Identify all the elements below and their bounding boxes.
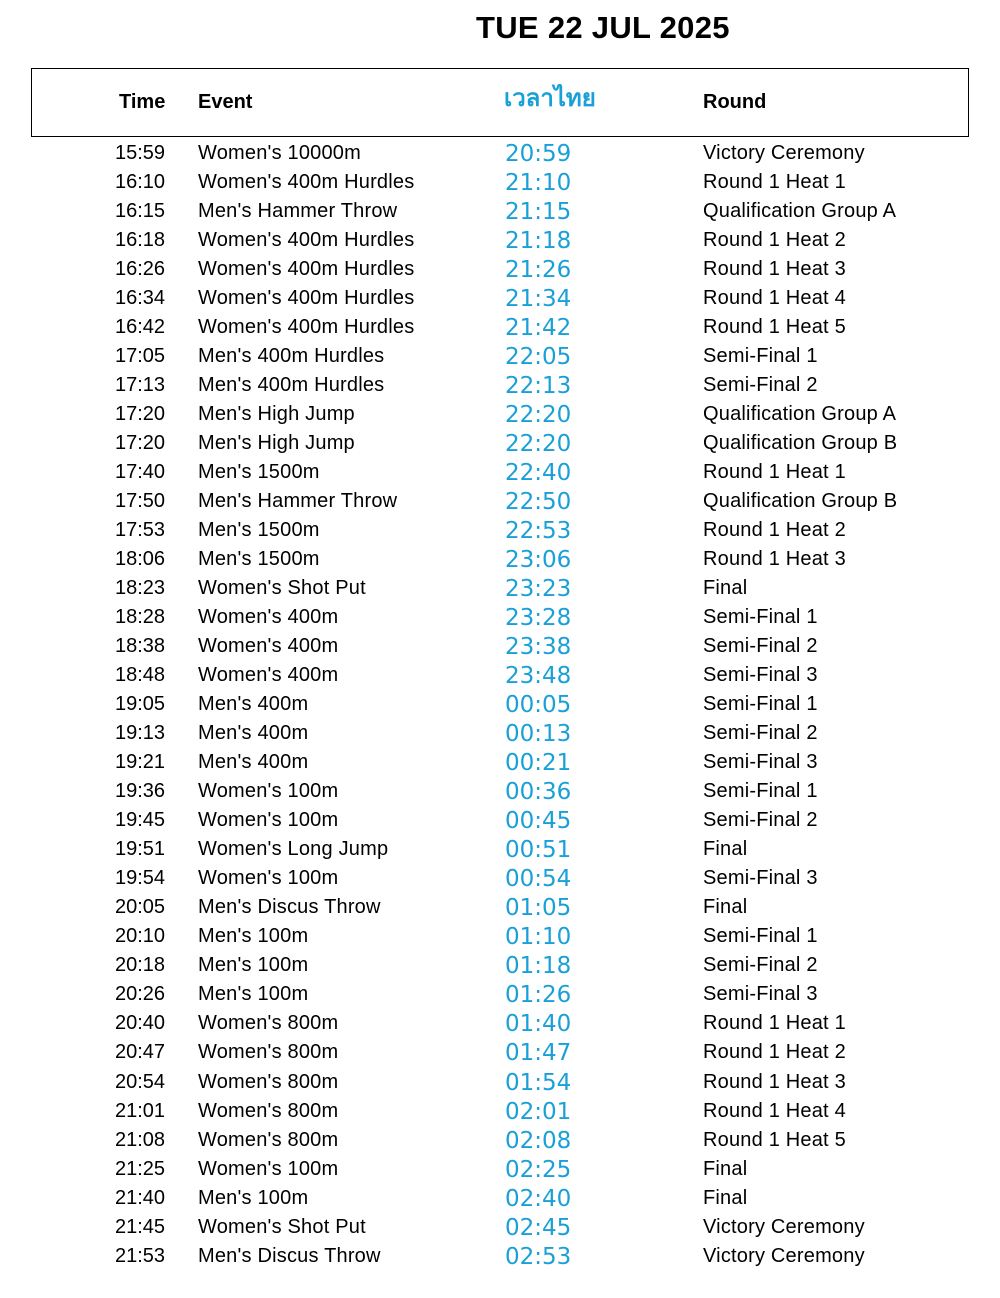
row-time: 16:10 (115, 171, 166, 194)
row-round: Victory Ceremony (703, 142, 865, 164)
row-event: Women's 800m (198, 1099, 339, 1122)
row-thai-time: 22:53 (505, 518, 572, 545)
row-event: Women's Long Jump (198, 838, 389, 861)
column-header-box (31, 68, 969, 137)
row-round: Round 1 Heat 1 (703, 461, 846, 484)
row-time: 21:25 (115, 1157, 166, 1180)
row-thai-time: 02:08 (505, 1127, 572, 1154)
table-row (0, 1155, 1000, 1184)
row-round: Round 1 Heat 3 (703, 258, 846, 281)
row-round: Semi-Final 3 (703, 983, 818, 1006)
table-row (0, 1126, 1000, 1155)
row-time: 17:20 (115, 432, 166, 455)
row-thai-time: 01:47 (505, 1040, 572, 1067)
row-time: 18:48 (115, 664, 166, 687)
table-row (0, 661, 1000, 690)
column-header-event: Event (198, 91, 253, 113)
row-time: 17:20 (115, 403, 166, 426)
row-time: 16:18 (115, 229, 166, 252)
table-row (0, 690, 1000, 719)
row-round: Round 1 Heat 1 (703, 171, 846, 194)
row-round: Round 1 Heat 3 (703, 1070, 846, 1093)
row-event: Women's 800m (198, 1012, 339, 1035)
row-round: Semi-Final 3 (703, 751, 818, 774)
row-event: Women's 800m (198, 1041, 339, 1064)
row-event: Men's 100m (198, 983, 309, 1006)
row-round: Semi-Final 2 (703, 374, 818, 397)
row-event: Men's 100m (198, 925, 309, 948)
row-time: 15:59 (115, 142, 166, 164)
row-event: Women's 100m (198, 809, 339, 832)
row-thai-time: 00:51 (505, 837, 572, 864)
row-round: Round 1 Heat 4 (703, 1099, 846, 1122)
row-thai-time: 02:01 (505, 1098, 572, 1125)
table-row (0, 1213, 1000, 1242)
table-row (0, 1038, 1000, 1067)
row-event: Women's 400m Hurdles (198, 171, 415, 194)
row-time: 20:47 (115, 1041, 166, 1064)
row-round: Final (703, 896, 748, 919)
row-round: Round 1 Heat 5 (703, 316, 846, 339)
row-event: Women's 100m (198, 867, 339, 890)
row-round: Round 1 Heat 1 (703, 1012, 846, 1035)
table-row (0, 516, 1000, 545)
row-round: Semi-Final 2 (703, 635, 818, 658)
row-event: Men's 1500m (198, 548, 320, 571)
row-round: Qualification Group B (703, 490, 898, 513)
row-time: 16:42 (115, 316, 166, 339)
table-row (0, 197, 1000, 226)
table-row (0, 429, 1000, 458)
row-time: 20:10 (115, 925, 166, 948)
row-thai-time: 02:40 (505, 1185, 572, 1212)
row-thai-time: 20:59 (505, 141, 572, 167)
row-round: Round 1 Heat 4 (703, 287, 846, 310)
row-thai-time: 21:34 (505, 286, 572, 313)
row-thai-time: 23:06 (505, 547, 572, 574)
row-round: Semi-Final 1 (703, 345, 818, 368)
row-round: Qualification Group B (703, 432, 898, 455)
table-row (0, 1184, 1000, 1213)
row-thai-time: 21:26 (505, 257, 572, 284)
row-thai-time: 01:18 (505, 953, 572, 980)
row-event: Men's 1500m (198, 461, 320, 484)
table-row (0, 458, 1000, 487)
table-row (0, 226, 1000, 255)
row-round: Final (703, 577, 748, 600)
row-round: Semi-Final 2 (703, 722, 818, 745)
row-time: 19:36 (115, 780, 166, 803)
row-event: Women's 800m (198, 1128, 339, 1151)
table-row (0, 1097, 1000, 1126)
page-date-title: TUE 22 JUL 2025 (476, 10, 730, 45)
table-row (0, 545, 1000, 574)
row-event: Men's 400m Hurdles (198, 345, 385, 368)
table-row (0, 1068, 1000, 1097)
row-round: Victory Ceremony (703, 1244, 865, 1267)
row-thai-time: 00:13 (505, 721, 572, 748)
table-row (0, 255, 1000, 284)
row-round: Round 1 Heat 3 (703, 548, 846, 571)
row-thai-time: 22:05 (505, 344, 572, 371)
table-row (0, 632, 1000, 661)
row-event: Men's 400m (198, 722, 309, 745)
table-row (0, 371, 1000, 400)
row-round: Semi-Final 2 (703, 809, 818, 832)
row-time: 16:15 (115, 200, 166, 223)
row-thai-time: 22:40 (505, 460, 572, 487)
row-round: Semi-Final 3 (703, 867, 818, 890)
row-time: 19:21 (115, 751, 166, 774)
row-time: 18:06 (115, 548, 166, 571)
row-thai-time: 02:25 (505, 1156, 572, 1183)
row-thai-time: 22:20 (505, 431, 572, 458)
row-thai-time: 02:53 (505, 1243, 572, 1270)
table-row (0, 864, 1000, 893)
row-event: Men's Hammer Throw (198, 200, 398, 223)
row-event: Women's 400m Hurdles (198, 287, 415, 310)
row-thai-time: 01:10 (505, 924, 572, 951)
row-time: 18:38 (115, 635, 166, 658)
row-time: 18:23 (115, 577, 166, 600)
row-event: Women's 400m (198, 606, 339, 629)
row-event: Women's Shot Put (198, 1215, 366, 1238)
row-event: Women's Shot Put (198, 577, 366, 600)
row-event: Women's 100m (198, 780, 339, 803)
row-event: Women's 800m (198, 1070, 339, 1093)
row-thai-time: 21:18 (505, 228, 572, 255)
row-round: Round 1 Heat 2 (703, 1041, 846, 1064)
row-time: 16:26 (115, 258, 166, 281)
row-round: Semi-Final 2 (703, 954, 818, 977)
column-header-thai-time: เวลาไทย (504, 85, 596, 112)
row-time: 20:40 (115, 1012, 166, 1035)
row-event: Women's 100m (198, 1157, 339, 1180)
row-thai-time: 00:54 (505, 866, 572, 893)
row-time: 21:08 (115, 1128, 166, 1151)
table-row (0, 806, 1000, 835)
row-time: 19:51 (115, 838, 166, 861)
table-row (0, 980, 1000, 1009)
row-time: 19:05 (115, 693, 166, 716)
row-event: Men's High Jump (198, 432, 355, 455)
row-event: Men's 100m (198, 954, 309, 977)
row-event: Women's 10000m (198, 142, 361, 164)
row-thai-time: 21:42 (505, 315, 572, 342)
row-thai-time: 21:15 (505, 199, 572, 226)
table-row (0, 719, 1000, 748)
row-thai-time: 01:40 (505, 1011, 572, 1038)
row-event: Men's High Jump (198, 403, 355, 426)
table-row (0, 1242, 1000, 1271)
row-thai-time: 00:05 (505, 692, 572, 719)
row-thai-time: 22:50 (505, 489, 572, 516)
row-time: 17:13 (115, 374, 166, 397)
row-round: Semi-Final 1 (703, 693, 818, 716)
row-time: 21:01 (115, 1099, 166, 1122)
table-row (0, 1009, 1000, 1038)
table-row (0, 168, 1000, 197)
row-round: Semi-Final 1 (703, 780, 818, 803)
table-row (0, 342, 1000, 371)
table-row (0, 893, 1000, 922)
row-event: Men's 100m (198, 1186, 309, 1209)
row-thai-time: 00:21 (505, 750, 572, 777)
row-time: 17:53 (115, 519, 166, 542)
row-event: Men's 1500m (198, 519, 320, 542)
row-time: 21:45 (115, 1215, 166, 1238)
table-row (0, 603, 1000, 632)
row-time: 20:26 (115, 983, 166, 1006)
row-event: Men's Discus Throw (198, 1244, 381, 1267)
row-event: Men's Discus Throw (198, 896, 381, 919)
row-thai-time: 02:45 (505, 1214, 572, 1241)
row-round: Semi-Final 3 (703, 664, 818, 687)
row-thai-time: 00:36 (505, 779, 572, 806)
table-row (0, 951, 1000, 980)
row-event: Men's 400m Hurdles (198, 374, 385, 397)
row-thai-time: 01:05 (505, 895, 572, 922)
row-event: Women's 400m (198, 635, 339, 658)
table-row (0, 313, 1000, 342)
table-row (0, 748, 1000, 777)
row-time: 20:18 (115, 954, 166, 977)
row-round: Final (703, 1186, 748, 1209)
table-row (0, 574, 1000, 603)
row-thai-time: 23:23 (505, 576, 572, 603)
row-time: 19:13 (115, 722, 166, 745)
row-event: Men's 400m (198, 751, 309, 774)
row-time: 17:05 (115, 345, 166, 368)
table-row (0, 400, 1000, 429)
row-time: 21:40 (115, 1186, 166, 1209)
row-event: Women's 400m Hurdles (198, 258, 415, 281)
row-thai-time: 22:20 (505, 402, 572, 429)
row-event: Women's 400m Hurdles (198, 316, 415, 339)
row-time: 16:34 (115, 287, 166, 310)
table-row (0, 922, 1000, 951)
table-row (0, 139, 1000, 168)
row-time: 20:54 (115, 1070, 166, 1093)
row-round: Final (703, 1157, 748, 1180)
row-event: Women's 400m (198, 664, 339, 687)
row-round: Qualification Group A (703, 403, 897, 426)
row-thai-time: 00:45 (505, 808, 572, 835)
row-time: 19:54 (115, 867, 166, 890)
row-event: Men's Hammer Throw (198, 490, 398, 513)
schedule-table (0, 139, 1000, 1271)
row-round: Round 1 Heat 5 (703, 1128, 846, 1151)
row-thai-time: 22:13 (505, 373, 572, 400)
row-thai-time: 23:28 (505, 605, 572, 632)
row-thai-time: 01:54 (505, 1069, 572, 1096)
row-time: 17:50 (115, 490, 166, 513)
row-thai-time: 01:26 (505, 982, 572, 1009)
row-event: Women's 400m Hurdles (198, 229, 415, 252)
row-round: Round 1 Heat 2 (703, 229, 846, 252)
column-header-round: Round (703, 91, 767, 113)
column-header-time: Time (119, 91, 166, 113)
row-round: Qualification Group A (703, 200, 897, 223)
row-thai-time: 21:10 (505, 170, 572, 197)
row-time: 18:28 (115, 606, 166, 629)
table-row (0, 835, 1000, 864)
table-row (0, 487, 1000, 516)
row-thai-time: 23:48 (505, 663, 572, 690)
row-time: 19:45 (115, 809, 166, 832)
row-time: 21:53 (115, 1244, 166, 1267)
row-event: Men's 400m (198, 693, 309, 716)
row-time: 20:05 (115, 896, 166, 919)
row-time: 17:40 (115, 461, 166, 484)
row-round: Final (703, 838, 748, 861)
row-thai-time: 23:38 (505, 634, 572, 661)
table-row (0, 777, 1000, 806)
row-round: Round 1 Heat 2 (703, 519, 846, 542)
table-row (0, 284, 1000, 313)
row-round: Semi-Final 1 (703, 925, 818, 948)
row-round: Victory Ceremony (703, 1215, 865, 1238)
row-round: Semi-Final 1 (703, 606, 818, 629)
